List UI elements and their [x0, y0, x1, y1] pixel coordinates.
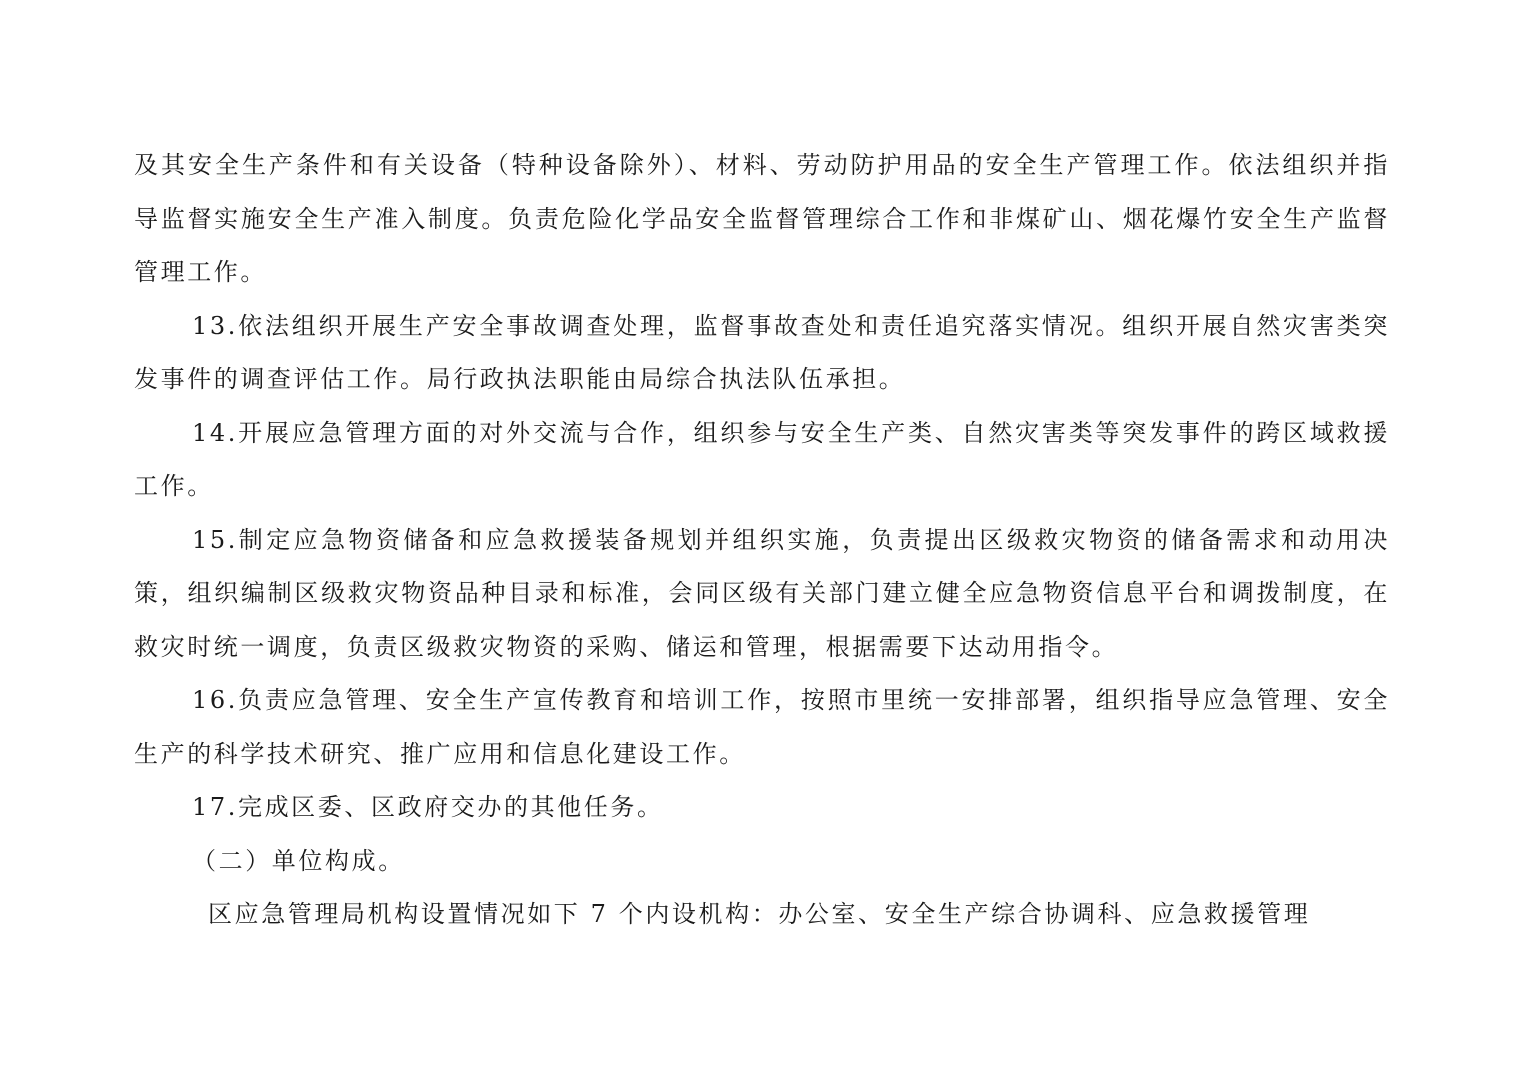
paragraph-item-13: 13.依法组织开展生产安全事故调查处理，监督事故查处和责任追究落实情况。组织开展自然灾害类突发事件的调查评估工作。局行政执法职能由局综合执法队伍承担。 — [134, 311, 1390, 393]
document-body — [134, 139, 1390, 942]
paragraph-item-17: 17.完成区委、区政府交办的其他任务。 — [192, 793, 664, 821]
section-heading-unit-composition: （二）单位构成。 — [192, 846, 405, 875]
paragraph-item-14: 14.开展应急管理方面的对外交流与合作，组织参与安全生产类、自然灾害类等突发事件的跨区域救援工作。 — [134, 418, 1390, 500]
paragraph-item-15: 15.制定应急物资储备和应急救援装备规划并组织实施，负责提出区级救灾物资的储备需求和动用决策，组织编制区级救灾物资品种目录和标准，会同区级有关部门建立健全应急物资信息平台和调拨制度，在救灾时统一调度，负责区级救灾物资的采购、储运和管理，根据需要下达动用指令。 — [134, 525, 1390, 661]
paragraph-item-16: 16.负责应急管理、安全生产宣传教育和培训工作，按照市里统一安排部署，组织指导应急管理、安全生产的科学技术研究、推广应用和信息化建设工作。 — [134, 686, 1390, 768]
paragraph-internal-structure: 区应急管理局机构设置情况如下 7 个内设机构：办公室、安全生产综合协调科、应急救援管理 — [208, 900, 1311, 928]
paragraph-continuation: 及其安全生产条件和有关设备（特种设备除外）、材料、劳动防护用品的安全生产管理工作。依法组织并指导监督实施安全生产准入制度。负责危险化学品安全监督管理综合工作和非煤矿山、烟花爆竹安全生产监督管理工作。 — [134, 151, 1390, 286]
